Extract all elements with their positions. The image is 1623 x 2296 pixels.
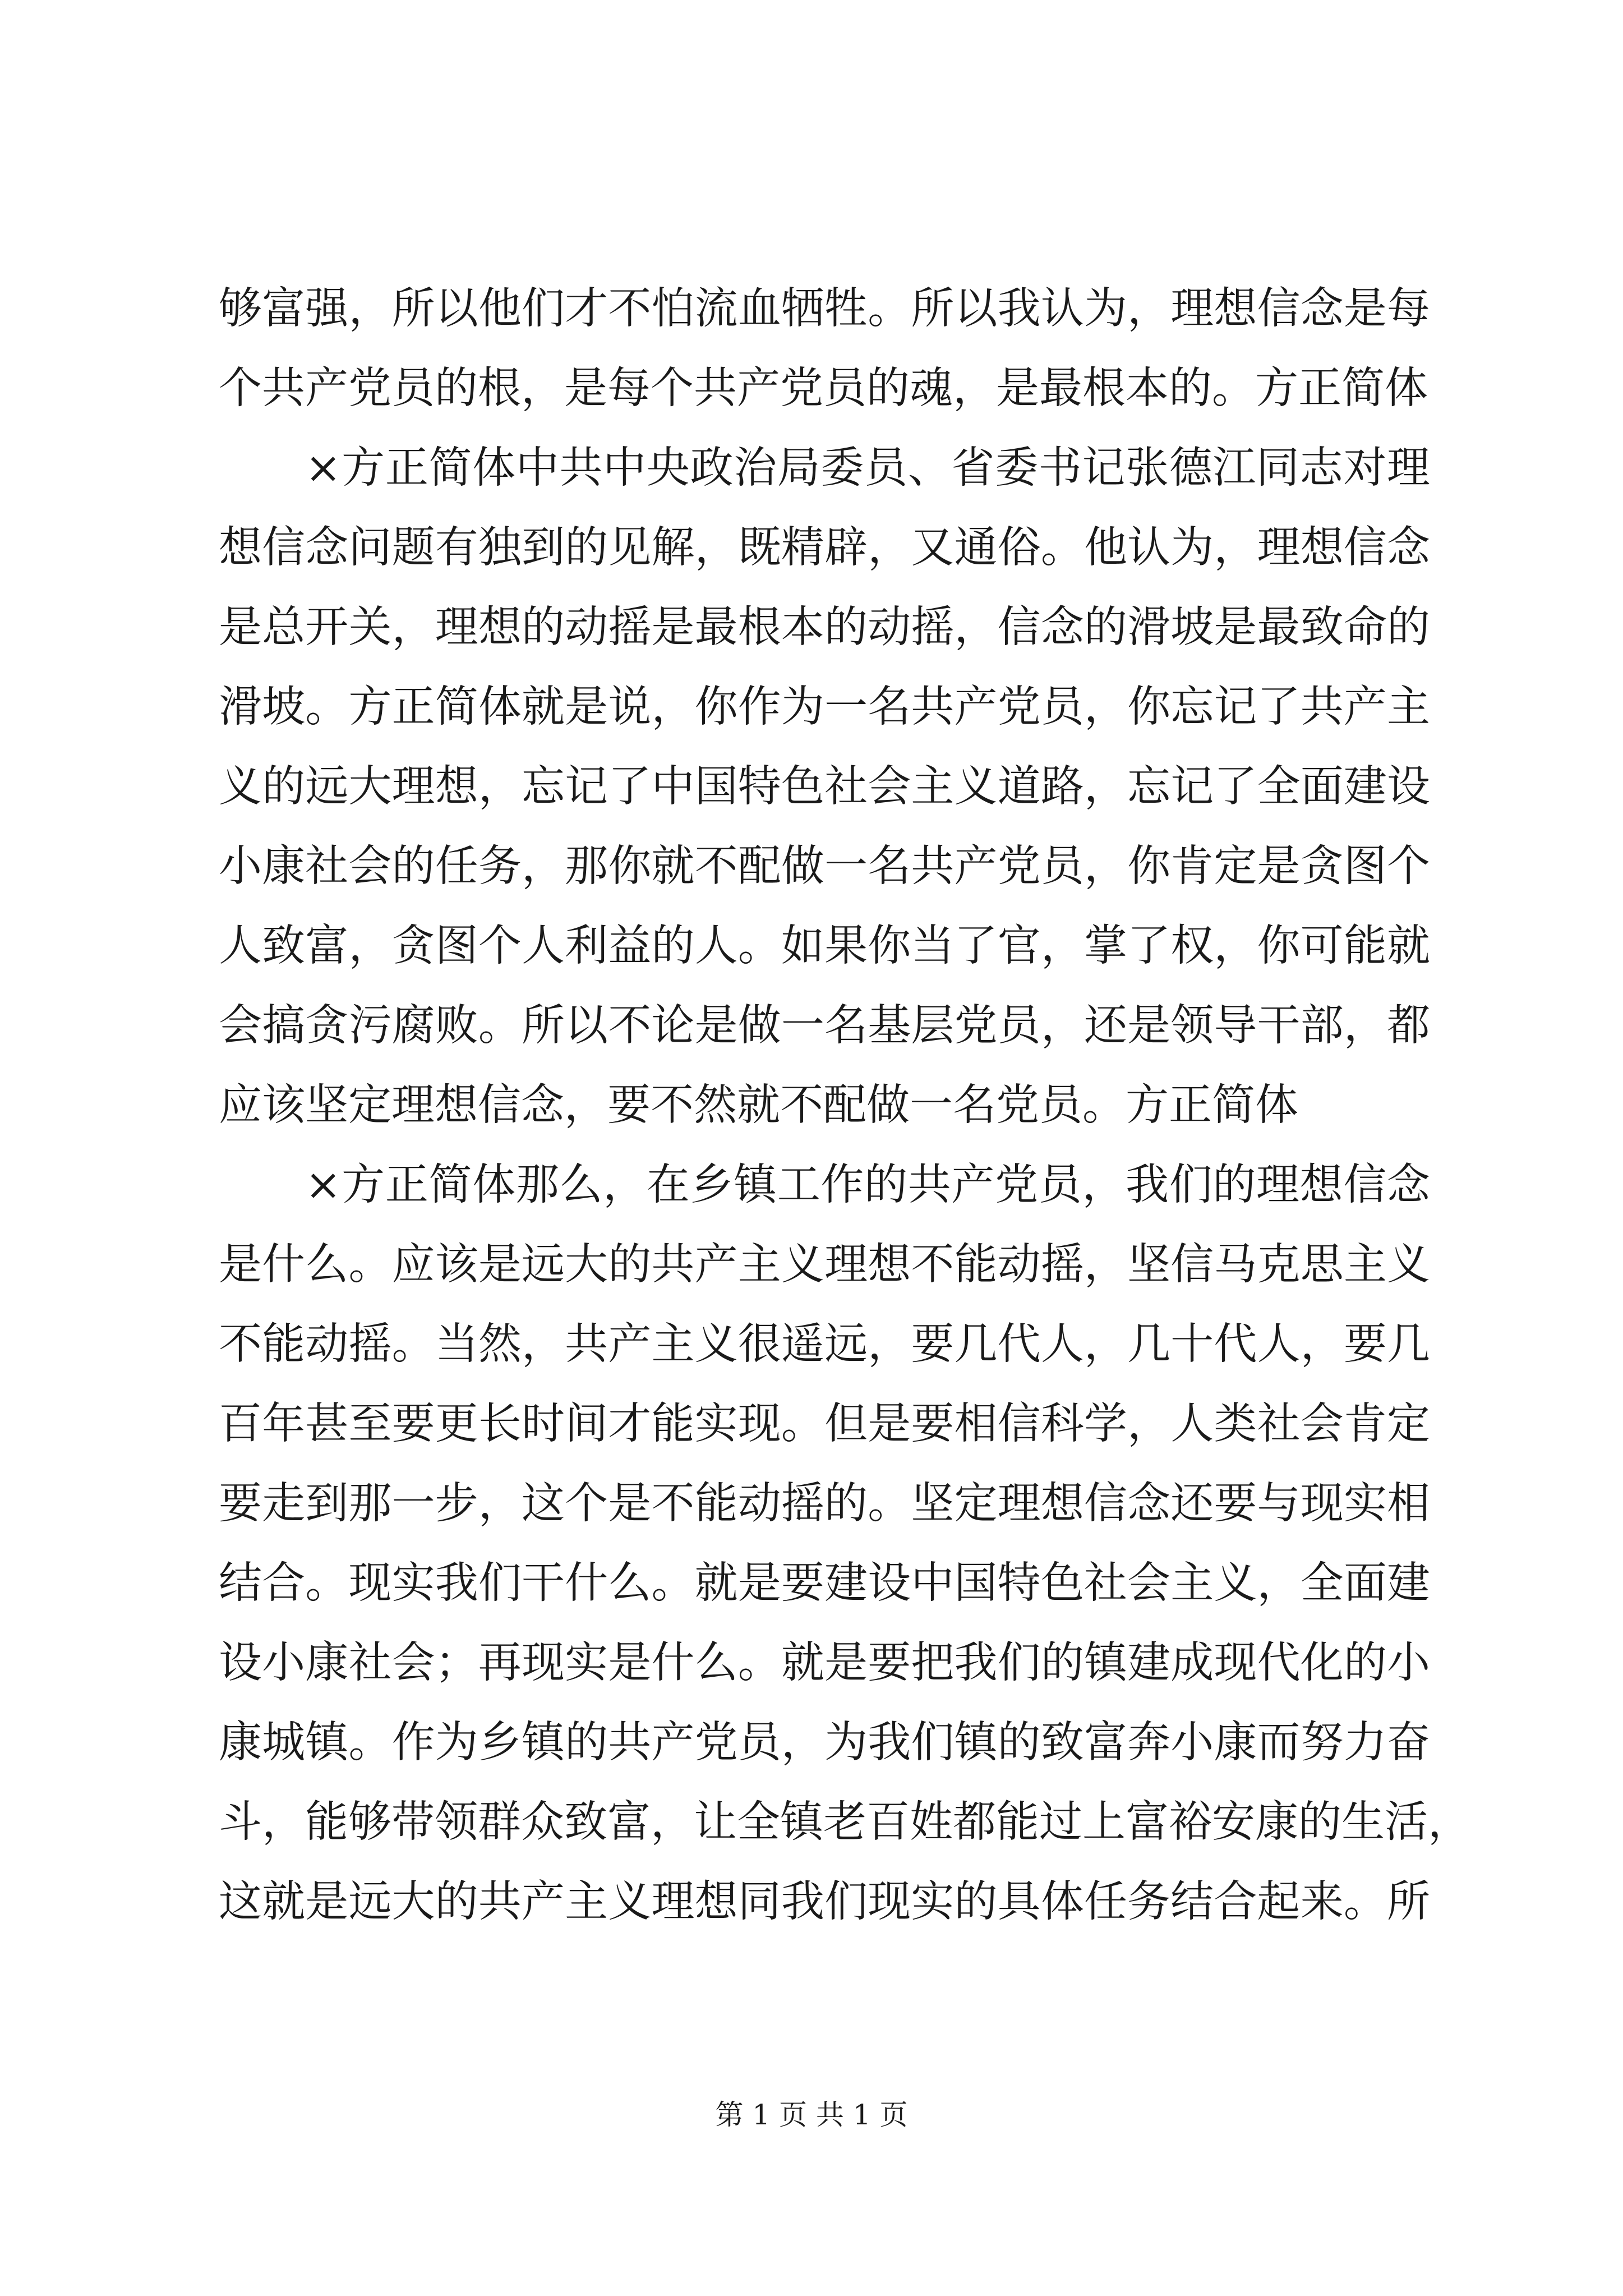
paragraph-start-line: ×方正简体中共中央政治局委员、省委书记张德江同志对理	[305, 443, 1430, 493]
text-line: 应该坚定理想信念，要不然就不配做一名党员。方正简体	[219, 1080, 1298, 1130]
body-text	[219, 269, 1471, 1942]
text-line: 会搞贪污腐败。所以不论是做一名基层党员，还是领导干部，都	[219, 1001, 1430, 1051]
text-line: 小康社会的任务，那你就不配做一名共产党员，你肯定是贪图个	[219, 841, 1430, 891]
text-line: 不能动摇。当然，共产主义很遥远，要几代人，几十代人，要几	[219, 1319, 1430, 1369]
text-line: 斗，能够带领群众致富，让全镇老百姓都能过上富裕安康的生活，	[219, 1797, 1471, 1847]
text-line: 够富强，所以他们才不怕流血牺牲。所以我认为，理想信念是每	[219, 284, 1430, 334]
text-line: 要走到那一步，这个是不能动摇的。坚定理想信念还要与现实相	[219, 1479, 1430, 1529]
text-line: 结合。现实我们干什么。就是要建设中国特色社会主义，全面建	[219, 1558, 1430, 1608]
text-line: 人致富，贪图个人利益的人。如果你当了官，掌了权，你可能就	[219, 921, 1430, 971]
text-line: 滑坡。方正简体就是说，你作为一名共产党员，你忘记了共产主	[219, 682, 1430, 732]
text-line: 是什么。应该是远大的共产主义理想不能动摇，坚信马克思主义	[219, 1240, 1430, 1290]
text-line: 是总开关，理想的动摇是最根本的动摇，信念的滑坡是最致命的	[219, 602, 1430, 652]
text-line: 百年甚至要更长时间才能实现。但是要相信科学，人类社会肯定	[219, 1399, 1430, 1449]
paragraph-start-line: ×方正简体那么，在乡镇工作的共产党员，我们的理想信念	[305, 1160, 1430, 1210]
text-line: 义的远大理想，忘记了中国特色社会主义道路，忘记了全面建设	[219, 762, 1430, 812]
text-line: 这就是远大的共产主义理想同我们现实的具体任务结合起来。所	[219, 1877, 1430, 1927]
text-line: 想信念问题有独到的见解，既精辟，又通俗。他认为，理想信念	[219, 523, 1430, 573]
text-line: 康城镇。作为乡镇的共产党员，为我们镇的致富奔小康而努力奋	[219, 1718, 1430, 1768]
page-number-footer: 第 1 页 共 1 页	[715, 2099, 908, 2131]
text-line: 个共产党员的根，是每个共产党员的魂，是最根本的。方正简体	[219, 364, 1428, 413]
text-line: 设小康社会；再现实是什么。就是要把我们的镇建成现代化的小	[219, 1638, 1430, 1688]
